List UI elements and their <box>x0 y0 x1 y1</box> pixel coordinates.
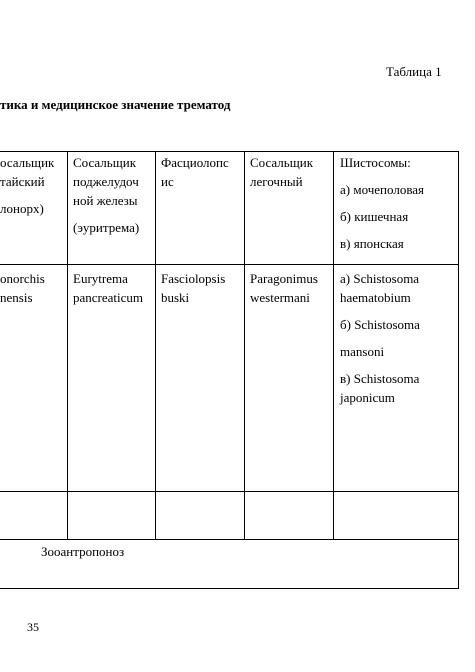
latin-name-cell <box>161 269 225 307</box>
cell-line: ной железы <box>73 193 138 208</box>
latin-name-cell <box>0 269 45 307</box>
cell-line: тайский <box>0 174 45 189</box>
line-gap <box>340 199 424 207</box>
cell-line: в) японская <box>340 236 404 251</box>
cell-line: поджелудоч <box>73 174 139 189</box>
cell-line: осальщик <box>0 155 55 170</box>
cell-line: (эуритрема) <box>73 220 140 235</box>
cell-line: б) кишечная <box>340 209 409 224</box>
table-right-border <box>458 151 459 589</box>
cell-line: buski <box>161 290 190 305</box>
cell-line: Fasciolopsis <box>161 271 226 286</box>
column-divider <box>333 151 334 540</box>
cell-line: nensis <box>0 290 33 305</box>
column-divider <box>244 151 245 540</box>
page-number: 35 <box>27 620 39 634</box>
cell-line: Фасциолопс <box>161 155 229 170</box>
header-cell <box>73 153 139 237</box>
cell-line: haematobium <box>340 290 411 305</box>
cell-line: лонорх) <box>0 201 44 216</box>
latin-name-cell <box>340 269 420 407</box>
line-gap <box>340 307 420 315</box>
cell-line: japonicum <box>340 390 395 405</box>
line-gap <box>340 361 420 369</box>
line-gap <box>0 191 54 199</box>
table-top-border <box>0 151 459 152</box>
cell-line: mansoni <box>340 344 385 359</box>
header-cell <box>340 153 424 253</box>
cell-line: а) Schistosoma <box>340 271 420 286</box>
column-divider <box>67 151 68 540</box>
zoo-row-text: Зооантропоноз <box>41 544 125 559</box>
cell-line: westermani <box>250 290 310 305</box>
cell-line: Paragonimus <box>250 271 318 286</box>
row-divider <box>0 491 459 492</box>
section-heading: тика и медицинское значение трематод <box>0 97 231 112</box>
line-gap <box>340 172 424 180</box>
cell-line: Сосальщик <box>73 155 137 170</box>
cell-line: б) Schistosoma <box>340 317 420 332</box>
header-cell <box>0 153 54 218</box>
cell-line: Шистосомы: <box>340 155 411 170</box>
table-bottom-border <box>0 588 459 589</box>
latin-name-cell <box>250 269 318 307</box>
row-divider <box>0 539 459 540</box>
line-gap <box>340 226 424 234</box>
cell-line: Сосальщик <box>250 155 314 170</box>
latin-name-cell <box>73 269 143 307</box>
header-cell <box>161 153 229 191</box>
column-divider <box>155 151 156 540</box>
line-gap <box>73 210 139 218</box>
table-caption: Таблица 1 <box>386 64 442 79</box>
row-divider <box>0 264 459 265</box>
cell-line: в) Schistosoma <box>340 371 420 386</box>
cell-line: а) мочеполовая <box>340 182 425 197</box>
line-gap <box>340 334 420 342</box>
cell-line: onorchis <box>0 271 45 286</box>
cell-line: легочный <box>250 174 303 189</box>
header-cell <box>250 153 313 191</box>
cell-line: pancreaticum <box>73 290 144 305</box>
cell-line: ис <box>161 174 174 189</box>
cell-line: Eurytrema <box>73 271 128 286</box>
